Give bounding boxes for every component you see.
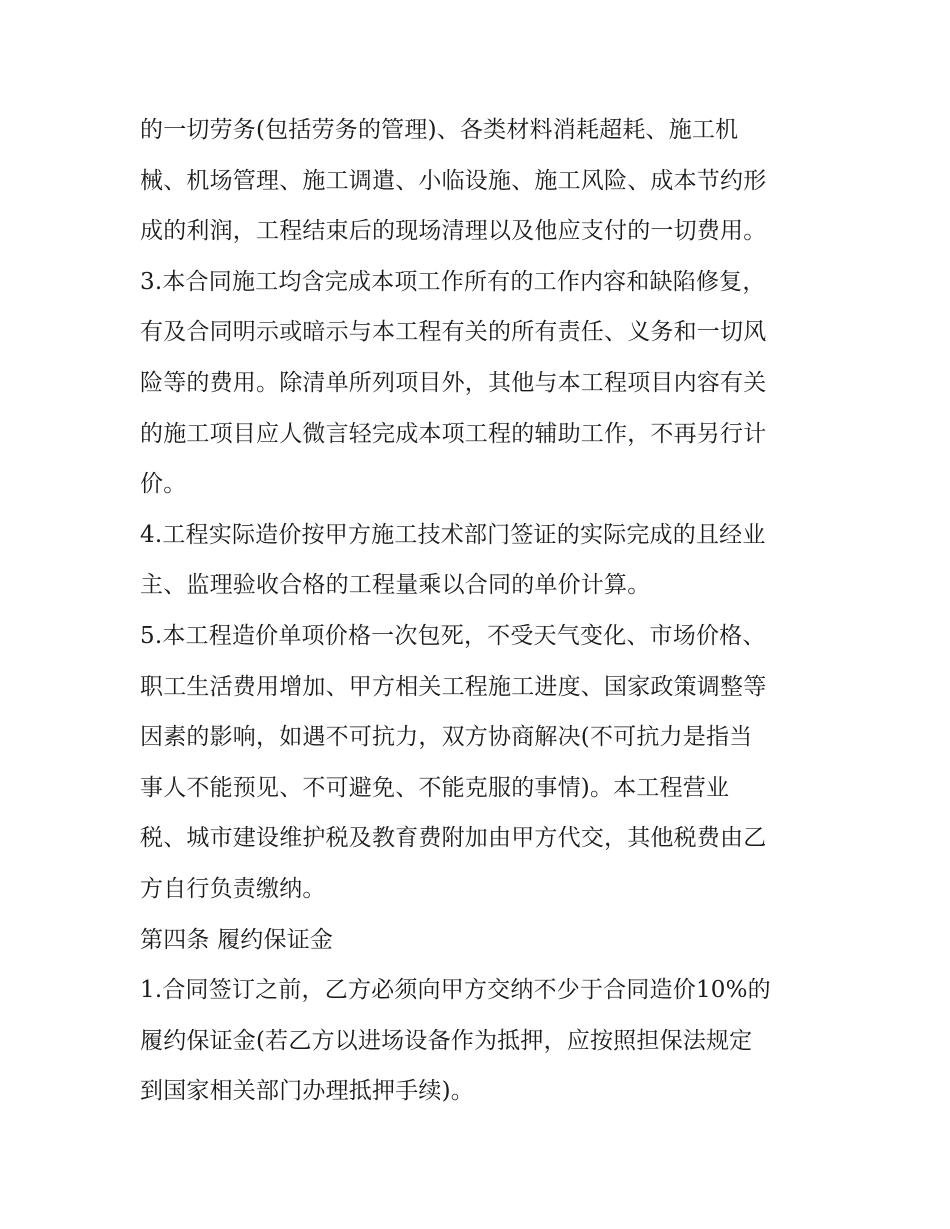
text-line: 的一切劳务(包括劳务的管理)、各类材料消耗超耗、施工机 [140,117,739,143]
text-line: 险等的费用。除清单所列项目外，其他与本工程项目内容有关 [140,369,767,396]
text-line: 职工生活费用增加、甲方相关工程施工进度、国家政策调整等 [140,673,767,700]
document-body [140,105,820,1117]
section-heading: 第四条 履约保证金 [140,926,334,953]
text-line: 履约保证金(若乙方以进场设备作为抵押，应按照担保法规定 [140,1027,753,1054]
text-line: 械、机场管理、施工调遣、小临设施、施工风险、成本节约形 [140,167,767,194]
text-line: 方自行负责缴纳。 [140,875,326,902]
text-line: 价。 [140,471,187,498]
text-line: 3.本合同施工均含完成本项工作所有的工作内容和缺陷修复， [140,268,766,295]
text-line: 事人不能预见、不可避免、不能克服的事情)。本工程营业 [140,774,730,801]
text-line: 5.本工程造价单项价格一次包死，不受天气变化、市场价格、 [140,622,766,649]
text-line: 的施工项目应人微言轻完成本项工程的辅助工作，不再另行计 [140,420,767,447]
text-line: 因素的影响，如遇不可抗力，双方协商解决(不可抗力是指当 [140,724,753,751]
text-line: 4.工程实际造价按甲方施工技术部门签证的实际完成的且经业 [140,521,766,548]
text-line: 税、城市建设维护税及教育费附加由甲方代交，其他税费由乙 [140,825,767,852]
text-line: 有及合同明示或暗示与本工程有关的所有责任、义务和一切风 [140,319,767,346]
text-line: 成的利润，工程结束后的现场清理以及他应支付的一切费用。 [140,218,767,245]
text-line: 1.合同签订之前，乙方必须向甲方交纳不少于合同造价10%的 [140,977,771,1004]
text-line: 到国家相关部门办理抵押手续)。 [140,1078,474,1105]
text-line: 主、监理验收合格的工程量乘以合同的单价计算。 [140,572,651,599]
